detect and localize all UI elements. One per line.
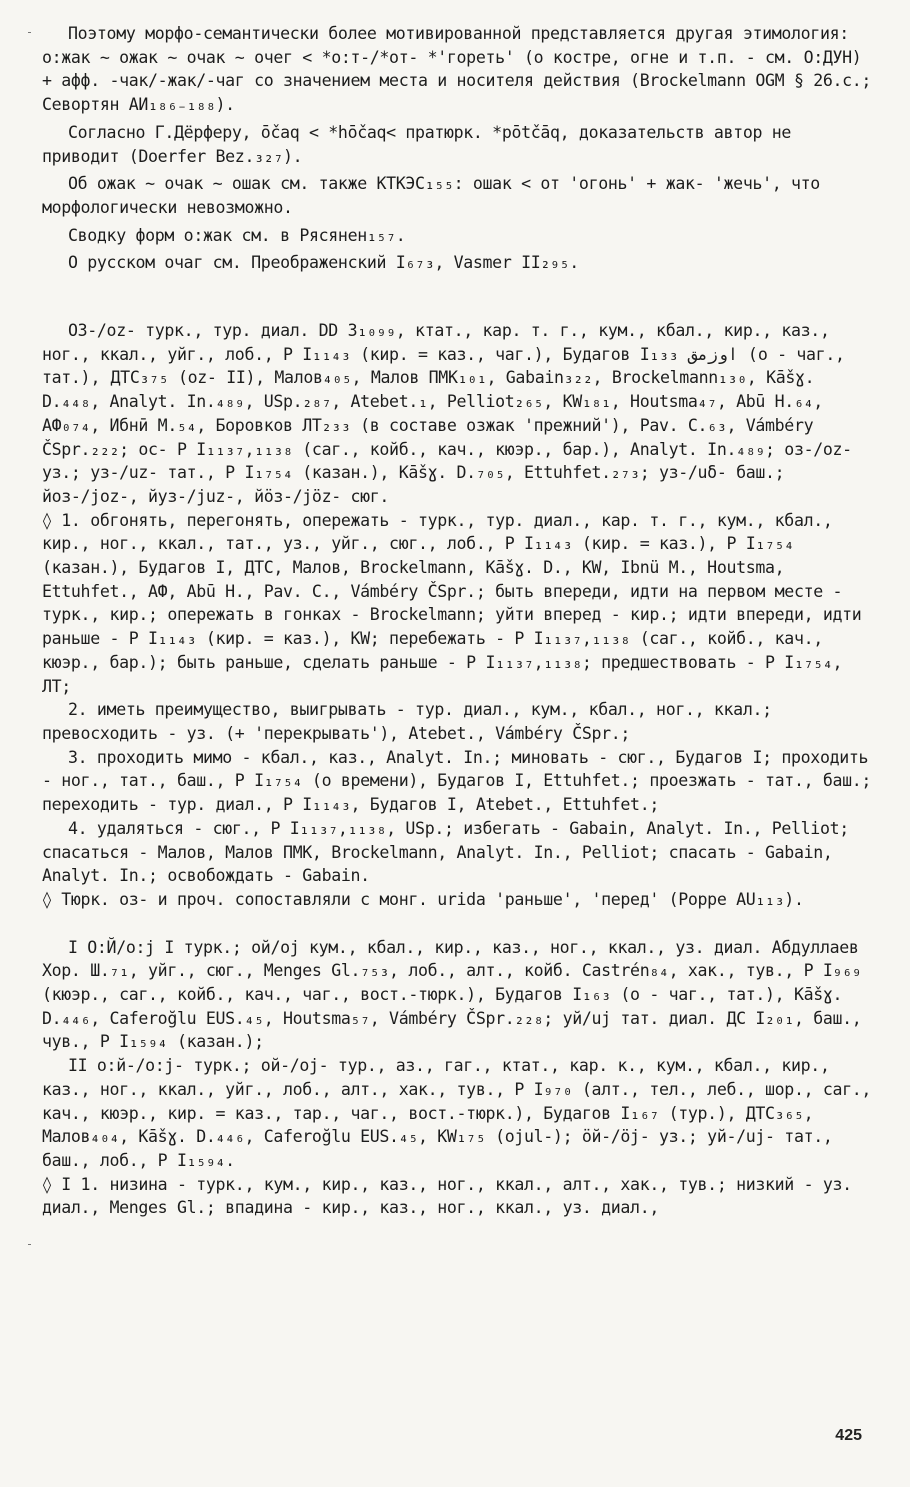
paragraph: 4. удаляться - сюг., Р I₁₁₃₇,₁₁₃₈, USp.; избегать - Gabain, Analyt. In., Pelliot; спасаться - Малов, Малов ПМК, Brockelmann, Analyt. In., Pelliot; спасать - Gabain, Analyt. In.; освобождать - Gabain. — [42, 818, 849, 886]
paragraph: Согласно Г.Дёрферу, ōčaq < *hōčaq< пратюрк. *pōtčāq, доказательств автор не приводит (Doerfer Bez.₃₂₇). — [42, 122, 792, 166]
paragraph: Поэтому морфо-семантически более мотивированной представляется другая этимология: о:жак ~ ожак ~ очак ~ очег < *о:т-/*от- *'гореть' (о костре, огне и т.п. - см. О:ДУН) + афф. -чак/-жак/-чаг со значением места и носителя действия (Brockelmann OGM § 26.с.; Севортян АИ₁₈₆₋₁₈₈). — [42, 24, 872, 115]
paragraph-gap — [42, 275, 874, 319]
paragraph-gap — [42, 912, 874, 936]
paragraph: Сводку форм о:жак см. в Рясянен₁₅₇. — [68, 225, 406, 245]
paragraph: ◊ 1. обгонять, перегонять, опережать - турк., тур. диал., кар. т. г., кум., кбал., кир., ног., ккал., тат., уз., уйг., сюг., лоб., Р I₁₁₄₃ (кир. = каз.), Р I₁₇₅₄ (казан.), Будагов I, ДТС, Малов, Brockelmann, Kāšɣ. D., KW, Ibnü M., Houtsma, Ettuhfet., АФ, Abū H., Pav. C., Vámbéry ČSpr.; быть впереди, идти на первом месте - турк., кир.; опережать в гонках - Brockelmann; уйти вперед - кир.; идти впереди, идти раньше - Р I₁₁₄₃ (кир. = каз.), KW; перебежать - Р I₁₁₃₇,₁₁₃₈ (саг., койб., кач., кюэр., бар.); быть раньше, сделать раньше - Р I₁₁₃₇,₁₁₃₈; предшествовать - Р I₁₇₅₄, ЛТ; — [42, 510, 862, 696]
page-number: 425 — [835, 1427, 862, 1444]
paragraph: ◊ I 1. низина - турк., кум., кир., каз., ног., ккал., алт., хак., тув.; низкий - уз. диал., Menges Gl.; впадина - кир., каз., ног., ккал., уз. диал., — [42, 1174, 852, 1218]
paragraph: ◊ Тюрк. оз- и проч. сопоставляли с монг. urida 'раньше', 'перед' (Poppe AU₁₁₃). — [42, 889, 804, 909]
margin-mark — [28, 32, 31, 33]
paragraph: О русском очаг см. Преображенский I₆₇₃, Vasmer II₂₉₅. — [68, 253, 579, 273]
margin-mark — [28, 1244, 31, 1245]
document-page — [42, 22, 874, 1220]
paragraph: 3. проходить мимо - кбал., каз., Analyt. In.; миновать - сюг., Будагов I; проходить - ног., тат., баш., Р I₁₇₅₄ (о времени), Будагов I, Ettuhfet.; проезжать - тат., баш.; переходить - тур. диал., Р I₁₁₄₃, Будагов I, Atebet., Ettuhfet.; — [42, 747, 872, 815]
paragraph: Об ожак ~ очак ~ ошак см. также КТКЭС₁₅₅: ошак < от 'огонь' + жак- 'жечь', что морфологически невозможно. — [42, 174, 820, 217]
paragraph: ОЗ-/oz- турк., тур. диал. DD 3₁₀₉₉, ктат., кар. т. г., кум., кбал., кир., каз., ног., ккал., уйг., лоб., Р I₁₁₄₃ (кир. = каз., чаг.), Будагов I₁₃₃ اوزمق (о - чаг., тат.), ДТС₃₇₅ (oz- II), Малов₄₀₅, Малов ПМК₁₀₁, Gabain₃₂₂, Brockelmann₁₃₀, Kāšɣ. D.₄₄₈, Analyt. In.₄₈₉, USp.₂₈₇, Atebet.₁, Pelliot₂₆₅, KW₁₈₁, Houtsma₄₇, Abū H.₆₄, АФ₀₇₄, Ибнӣ М.₅₄, Боровков ЛТ₂₃₃ (в составе озжак 'прежний'), Pav. C.₆₃, Vámbéry ČSpr.₂₂₂; ос- Р I₁₁₃₇,₁₁₃₈ (саг., койб., кач., кюэр., бар.), Analyt. In.₄₈₉; оз-/oz- уз.; уз-/uz- тат., Р I₁₇₅₄ (казан.), Kāšɣ. D.₇₀₅, Ettuhfet.₂₇₃; уз-/uδ- баш.; йоз-/joz-, йуз-/juz-, йӧз-/jöz- сюг. — [42, 321, 852, 506]
paragraph: 2. иметь преимущество, выигрывать - тур. диал., кум., кбал., ног., ккал.; превосходить - уз. (+ 'перекрывать'), Atebet., Vámbéry ČSpr.; — [42, 700, 772, 743]
paragraph: I О:Й/o:j I турк.; ой/oj кум., кбал., кир., каз., ног., ккал., уз. диал. Абдуллаев Хор. Ш.₇₁, уйг., сюг., Menges Gl.₇₅₃, лоб., алт., койб. Castrén₈₄, хак., тув., Р I₉₆₉ (кюэр., саг., койб., кач., чаг., вост.-тюрк.), Будагов I₁₆₃ (о - чаг., тат.), Kāšɣ. D.₄₄₆, Caferoğlu EUS.₄₅, Houtsma₅₇, Vámbéry ČSpr.₂₂₈; уй/uj тат. диал. ДС I₂₀₁, баш., чув., Р I₁₅₉₄ (казан.); — [42, 937, 862, 1052]
paragraph: II о:й-/o:j- турк.; ой-/oj- тур., аз., гаг., ктат., кар. к., кум., кбал., кир., каз., ног., ккал., уйг., лоб., алт., хак., тув., Р I₉₇₀ (алт., тел., леб., шор., саг., кач., кюэр., кир. = каз., тар., чаг., вост.-тюрк.), Будагов I₁₆₇ (тур.), ДТС₃₆₅, Малов₄₀₄, Kāšɣ. D.₄₄₆, Caferoğlu EUS.₄₅, KW₁₇₅ (ojul-); ӧй-/öj- уз.; уй-/uj- тат., баш., лоб., Р I₁₅₉₄. — [42, 1056, 872, 1170]
